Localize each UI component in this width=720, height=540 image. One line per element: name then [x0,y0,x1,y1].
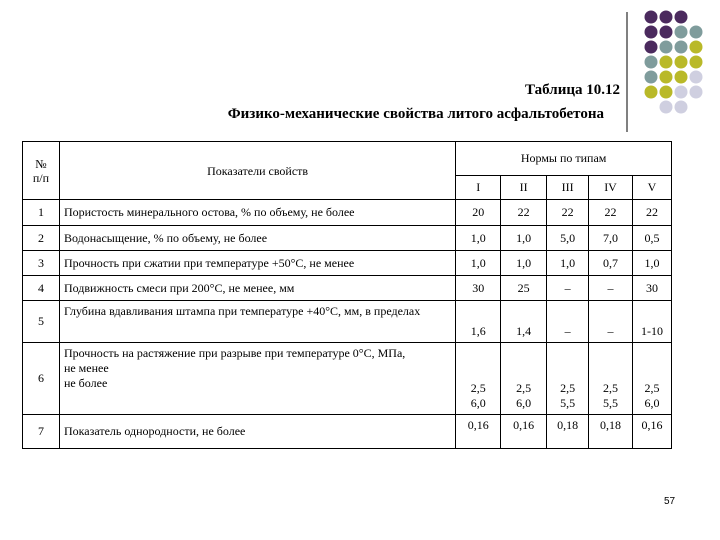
row-value: 25 [501,276,547,301]
decor-dot [690,56,703,69]
decor-dot [645,26,658,39]
decorative-dot-grid [640,8,720,128]
decor-dot [645,86,658,99]
decor-dot [660,56,673,69]
row-value: 1-10 [633,301,672,343]
table-title: Таблица 10.12 [525,82,620,98]
header-type: I [456,176,501,200]
decor-dot [675,101,688,114]
row-number: 2 [23,226,60,251]
row-number: 1 [23,200,60,226]
row-value: 1,6 [456,301,501,343]
decor-dot [675,11,688,24]
table-row [23,276,672,301]
decor-dot [690,26,703,39]
table-row [23,343,672,415]
decor-dot [660,101,673,114]
decor-dot [660,71,673,84]
row-number: 4 [23,276,60,301]
header-type: V [633,176,672,200]
row-value: 0,16 [501,415,547,449]
header-type: II [501,176,547,200]
page-number: 57 [664,496,676,507]
row-value: 0,16 [456,415,501,449]
row-value: 2,5 6,0 [501,343,547,415]
decor-dot [660,26,673,39]
decor-dot [690,41,703,54]
row-value: 0,16 [633,415,672,449]
row-value: 1,0 [501,251,547,276]
row-value: 1,0 [456,226,501,251]
row-number: 6 [23,343,60,415]
row-value: 7,0 [589,226,633,251]
decor-dot [675,56,688,69]
row-value: – [589,301,633,343]
row-value: 1,4 [501,301,547,343]
row-value: 2,5 5,5 [547,343,589,415]
header-num: № п/п [23,142,60,200]
decor-dot [675,26,688,39]
row-value: 2,5 5,5 [589,343,633,415]
row-value: 22 [633,200,672,226]
row-value: 0,5 [633,226,672,251]
decor-dot [675,86,688,99]
row-property: Показатель однородности, не более [59,415,455,449]
header-properties: Показатели свойств [59,142,455,200]
row-value: – [589,276,633,301]
row-value: 22 [501,200,547,226]
table-row [23,415,672,449]
table-row [23,301,672,343]
table-row [23,226,672,251]
decor-dot [675,71,688,84]
row-value: 1,0 [633,251,672,276]
row-property: Прочность на растяжение при разрыве при температуре 0°С, МПа, не менее не более [59,343,455,415]
row-value: 2,5 6,0 [456,343,501,415]
row-value: 30 [633,276,672,301]
row-value: 0,7 [589,251,633,276]
row-property: Пористость минерального остова, % по объему, не более [59,200,455,226]
row-value: 5,0 [547,226,589,251]
decor-dot [645,71,658,84]
row-value: 20 [456,200,501,226]
properties-table [22,141,672,449]
row-value: – [547,276,589,301]
header-norms: Нормы по типам [456,142,672,176]
decorative-vertical-rule [626,12,628,132]
row-value: 0,18 [547,415,589,449]
row-value: – [547,301,589,343]
row-number: 5 [23,301,60,343]
decor-dot [690,71,703,84]
decor-dot [660,41,673,54]
row-value: 1,0 [456,251,501,276]
table-row [23,200,672,226]
row-property: Подвижность смеси при 200°С, не менее, мм [59,276,455,301]
decor-dot [660,86,673,99]
decor-dot [660,11,673,24]
row-number: 3 [23,251,60,276]
header-type: IV [589,176,633,200]
row-value: 30 [456,276,501,301]
row-number: 7 [23,415,60,449]
decor-dot [645,41,658,54]
row-value: 1,0 [547,251,589,276]
row-property: Глубина вдавливания штампа при температуре +40°С, мм, в пределах [59,301,455,343]
decor-dot [645,56,658,69]
row-value: 1,0 [501,226,547,251]
row-value: 2,5 6,0 [633,343,672,415]
decor-dot [675,41,688,54]
header-type: III [547,176,589,200]
decor-dot [690,86,703,99]
row-value: 0,18 [589,415,633,449]
table-subtitle: Физико-механические свойства литого асфальтобетона [227,106,604,122]
row-property: Прочность при сжатии при температуре +50°С, не менее [59,251,455,276]
table-row [23,251,672,276]
row-value: 22 [547,200,589,226]
decor-dot [645,11,658,24]
row-property: Водонасыщение, % по объему, не более [59,226,455,251]
row-value: 22 [589,200,633,226]
